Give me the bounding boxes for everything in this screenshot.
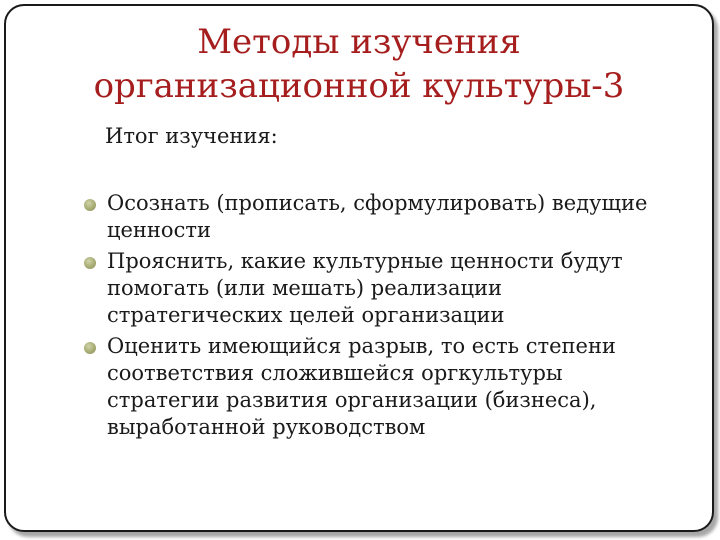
bullet-2-line-3: стратегических целей организации: [107, 303, 505, 327]
bullet-3-line-1: Оценить имеющийся разрыв, то есть степени: [107, 334, 616, 358]
slide-frame: [4, 4, 714, 532]
bullet-3-line-4: выработанной руководством: [107, 415, 426, 439]
bullet-item-2: [84, 248, 700, 329]
bullet-circle-icon: [84, 257, 96, 269]
bullet-3-line-3: стратегии развития организации (бизнеса),: [107, 388, 597, 412]
bullet-1-line-1: Осознать (прописать, сформулировать) ведущие: [107, 191, 648, 215]
bullet-circle-icon: [84, 199, 96, 211]
bullet-3-line-2: соответствия сложившейся оргкультуры: [107, 361, 563, 385]
bullet-2-line-2: помогать (или мешать) реализации: [107, 276, 502, 300]
bullet-item-3: [84, 333, 700, 441]
bullet-circle-icon: [84, 342, 96, 354]
slide-title-line-2: организационной культуры-3: [93, 66, 625, 106]
bullet-2-line-1: Прояснить, какие культурные ценности будут: [107, 249, 623, 273]
slide-title-line-1: Методы изучения: [197, 22, 521, 62]
slide-title: [26, 20, 692, 108]
slide-subtitle: Итог изучения:: [105, 124, 278, 148]
bullet-1-line-2: ценности: [107, 218, 211, 242]
bullet-item-1: [84, 190, 700, 244]
bullet-list: [84, 190, 700, 445]
